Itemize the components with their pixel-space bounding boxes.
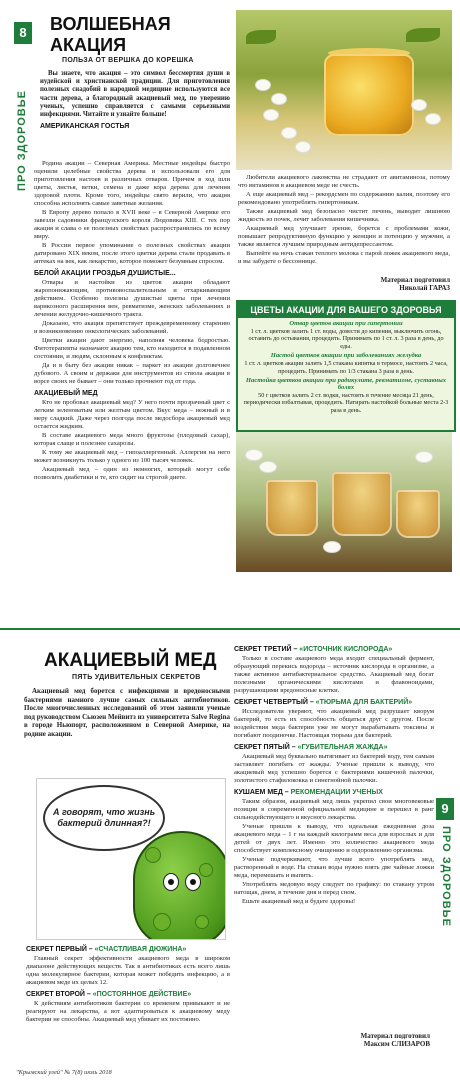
author-name: Николай ГАРАЗ [399, 284, 450, 292]
paragraph: Ешьте акациевый мед и будьте здоровы! [242, 898, 356, 905]
paragraph: Доказано, что акация препятствует преждевременному старению и возникновению онкологических заболеваний. [34, 320, 230, 335]
honey-jar-photo [236, 10, 452, 170]
tea-cups-photo [236, 432, 452, 572]
paragraph: А еще акациевый мед – рекордсмен по содержанию калия, поэтому его рекомендовано употреблять гипертоникам. [238, 191, 450, 206]
secret-four-head: СЕКРЕТ ЧЕТВЕРТЫЙ – «ТЮРЬМА ДЛЯ БАКТЕРИЙ» [234, 699, 413, 706]
article-right-column [238, 174, 450, 267]
flower [324, 542, 340, 552]
recipe-text: 50 г цветков залить 2 ст. водки, настоять в течение месяца 21 день, периодически взбалтывая, процедить. Натирать настойкой больные места 2-3 раза в день. [243, 392, 449, 414]
flower [260, 462, 276, 472]
paragraph: В Европу дерево попало в XVII веке – в Северной Америке его завезли садовники французского короля Людовика XIII. С тех пор акация и слава о ее полезных свойствах распространились по всему миру. [34, 209, 230, 240]
flower [256, 80, 270, 90]
author-byline [290, 1032, 430, 1048]
spot [199, 863, 213, 877]
recommendations-head: КУШАЕМ МЕД – РЕКОМЕНДАЦИИ УЧЕНЫХ [234, 789, 383, 796]
issue-footer: "Крымский улей" № 7(8) июль 2018 [16, 1069, 112, 1076]
section-head-acacia-honey: АКАЦИЕВЫЙ МЕД [34, 390, 98, 397]
bacterium-cartoon [36, 778, 226, 940]
page-number: 8 [14, 22, 32, 44]
recipe-text: 1 ст. л. цветков залить 1 ст. воды, довести до кипения, выключить огонь, оставить до остывания, процедить. Принимать по 1 ст. л. 3 раза в день, до еды. [248, 328, 444, 350]
article-left-body [34, 160, 230, 483]
spot [145, 847, 161, 863]
paragraph: Любители акациевого лакомства не страдают от авитаминоза, потому что витаминов в акациевом меде не счесть. [238, 174, 450, 189]
secrets-3-5 [234, 642, 434, 907]
page-number: 9 [436, 798, 454, 820]
secret-two-head: СЕКРЕТ ВТОРОЙ – «ПОСТОЯННОЕ ДЕЙСТВИЕ» [26, 991, 192, 998]
flower [272, 94, 286, 104]
flower [246, 450, 262, 460]
author-label: Материал подготовил [380, 276, 450, 284]
paragraph: Ученые пришли к выводу, что идеальная ежедневная доза акациевого меда – 1 г на каждый килограмм веса для взрослых и для детей от двух лет. Именно это количество акациевого меда способствует комплексному очищению и оздоровлению организма. [234, 823, 434, 854]
paragraph: Только в составе акациевого меда входит специальный фермент, образующий перекись водорода – источник кислорода в организме, а также активное антибактериальное средство. Акациевый мед богат полезными органическими кислотами и флавоноидами, разрушающими вредоносные клетки. [234, 655, 434, 694]
paragraph: Ученые подчеркивают, что лучше всего употреблять мед, растворенный в воде. На стакан воды нужно взять две чайные ложки меда, перемешать и выпить. [234, 856, 434, 879]
spot [195, 915, 209, 929]
article-subtitle: ПОЛЬЗА ОТ ВЕРШКА ДО КОРЕШКА [62, 57, 194, 64]
section-label: ПРО ЗДОРОВЬЕ [440, 826, 452, 927]
paragraph: Акациевый мед – один из немногих, который могут себе позволить диабетики и те, кто сидит на строгой диете. [34, 466, 230, 481]
paragraph: К тому же акациевый мед – гипоаллергенный. Аллергия на него может возникнуть только у одного из 100 тысяч человек. [34, 449, 230, 464]
paragraph: В России первое упоминание о полезных свойствах акации датировано XIX веком, после этого цветки дерева стали продавать в аптеках на век, как лекарство, которое поможет безумным спросом. [34, 242, 230, 265]
paragraph: Выпейте на ночь стакан теплого молока с парой ложек акациевого меда, и вы забудете о бессоннице. [238, 250, 450, 265]
recipe-box [236, 300, 456, 432]
article-left-column [40, 14, 230, 132]
page-9 [0, 628, 460, 1082]
author-byline [300, 276, 450, 292]
secret-three-head: СЕКРЕТ ТРЕТИЙ – «ИСТОЧНИК КИСЛОРОДА» [234, 646, 393, 653]
secret-one-head: СЕКРЕТ ПЕРВЫЙ – «СЧАСТЛИВАЯ ДЮЖИНА» [26, 946, 187, 953]
secret-five-head: СЕКРЕТ ПЯТЫЙ – «ГУБИТЕЛЬНАЯ ЖАЖДА» [234, 744, 388, 751]
eye [163, 873, 179, 891]
spot [153, 913, 171, 931]
paragraph: Родина акации – Северная Америка. Местные индейцы быстро оценили целебные свойства дерева и использовали его для приготовления настоев и различных отваров. Причем в ход шли цветы, листья, ветки, семена и даже кора дерева для лечения здоровой плоти. Кроме того, индейцы свято верили, что акация способна исполнять самые заветные желания. [34, 160, 230, 207]
cup [266, 480, 318, 536]
paragraph: Да и в быту без акации никак – паркет из акации долговечнее дубового. А своим и держаки для инструментов из ствола акации в ворсе своих не бывает – они только прочнеют год от года. [34, 362, 230, 385]
paragraph: Акациевый мед буквально вытягивает из бактерий воду, тем самым заставляет погибать от жажды. Ученые пришли к выводу, что акациевый мед успешно борется с бактериями кишечной палочки, золотистого стафилококка и синегнойной палочки. [234, 753, 434, 784]
paragraph: Акациевый мед улучшает зрение, борется с проблемами кожи, повышает репродуктивную функцию у женщин и потенцию у мужчин, а также является лучшим природным антидепрессантом. [238, 225, 450, 248]
article-subtitle: ПЯТЬ УДИВИТЕЛЬНЫХ СЕКРЕТОВ [72, 674, 201, 681]
cup [332, 472, 392, 536]
recipe-head: Настой цветков акации при заболеваниях желудка [270, 352, 422, 360]
honey-jar [324, 54, 414, 136]
paragraph: Цветки акации дают энергию, наполняя человека бодростью. Фитотерапевты назначают акацию тем, кто находится в подавленном состоянии, и людям, склонным к конфликтам. [34, 337, 230, 360]
flower [426, 114, 440, 124]
paragraph: Главный секрет эффективности акациевого меда в широком диапазоне действующих веществ. Так в антибиотиках есть всего лишь одна молекулярное бактерии, которая может победить инфекцию, а в акациевом меде их целых 12. [26, 955, 230, 986]
speech-bubble: А говорят, что жизнь бактерий длинная?! [43, 785, 165, 851]
eye [185, 873, 201, 891]
flower [416, 452, 432, 462]
article-lead: Вы знаете, что акация – это символ бессмертия души в иудейской и христианской традиции. Для приготовления полезных снадобий в народной медицине используются все части дерева, а благородный акациевый мед, по уверению ученых, успешно справляется с самыми серьезными инфекциями. Читайте и узнайте больше! [40, 70, 230, 119]
article-title: ВОЛШЕБНАЯ АКАЦИЯ [50, 14, 171, 55]
paragraph: Кто не пробовал акациевый мед? У него почти прозрачный цвет с легким зеленоватым или желтым цветом. Вкус меда – нежный и в меру сладкий. Даже через полгода после медосбора акациевый мед остается жидким. [34, 399, 230, 430]
leaf [406, 28, 440, 42]
article-lead: Акациевый мед борется с инфекциями и вредоносными бактериями намного лучше самых сильных антибиотиков. После многочисленных исследований об этом заявили ученые под руководством Сьюзен Мейвитз из университета Salve Regina в городе Ньюпорт, расположенном в Северной Америке, на родине акации. [24, 687, 230, 738]
article2-left-column [24, 650, 230, 742]
flower [264, 110, 278, 120]
author-name: Максим СЛИЗАРОВ [363, 1040, 430, 1048]
leaf [246, 30, 276, 44]
flower [282, 128, 296, 138]
cup [396, 490, 440, 538]
recipe-head: Настойка цветков акации при радикулите, ревматизме, суставных болях [245, 377, 447, 392]
secrets-1-2 [26, 942, 230, 1025]
flower [296, 142, 310, 152]
bacterium-illustration [133, 831, 226, 940]
paragraph: Таким образом, акациевый мед лишь укрепил свои многовековые позиции в современной официальной медицине и перешел в ранг сильнодействующего и вкусного лекарства. [234, 798, 434, 821]
recipe-box-title: ЦВЕТЫ АКАЦИИ ДЛЯ ВАШЕГО ЗДОРОВЬЯ [238, 302, 454, 318]
author-label: Материал подготовил [360, 1032, 430, 1040]
paragraph: К действиям антибиотиков бактерии со временем привыкают и не реагируют на лекарства, а вот адаптироваться к акациевому меду бактерии не способны. Акациевый мед убивает их постоянно. [26, 1000, 230, 1023]
recipe-text: 1 ст. л. цветков акации залить 1,5 стакана кипятка в термосе, настоять 2 часа, процедить. Принимать по 1/3 стакана 3 раза в день. [244, 360, 448, 375]
paragraph: В составе акациевого меда много фруктозы (плодовый сахар), которая слаще и полезнее сахарозы. [34, 432, 230, 447]
section-head-american: АМЕРИКАНСКАЯ ГОСТЬЯ [40, 123, 130, 131]
section-label: ПРО ЗДОРОВЬЕ [16, 90, 28, 191]
paragraph: Исследователи уверяют, что акациевый мед разрушает кворум бактерий, то есть их способность общаться друг с другом. После воздействия меда бактерии уже не могут вырабатывать токсины и погибают поодиночке. Настоящая тюрьма для бактерий. [234, 708, 434, 739]
paragraph: Употреблять медовую воду следует по графику: по стакану утром натощак, днем, в течение дня и перед сном. [234, 881, 434, 896]
paragraph: Отвары и настойки из цветов акации обладают жаропонижающим, противовоспалительным и отхаркивающим действием. Особенно полезны душистые цветы при лечении варикозного расширения вен, ревматизме, женских заболеваниях и лечении желудочно-кишечного тракта. [34, 279, 230, 318]
section-head-white-acacia: БЕЛОЙ АКАЦИИ ГРОЗДЬЯ ДУШИСТЫЕ... [34, 270, 176, 277]
flower [412, 100, 426, 110]
paragraph: Также акациевый мед безопасно чистит печень, выводит лишнюю жидкость из почек, лечит заболевания кишечника. [238, 208, 450, 223]
recipe-head: Отвар цветов акации при гипертонии [289, 320, 403, 327]
article-title: АКАЦИЕВЫЙ МЕД [44, 650, 217, 671]
